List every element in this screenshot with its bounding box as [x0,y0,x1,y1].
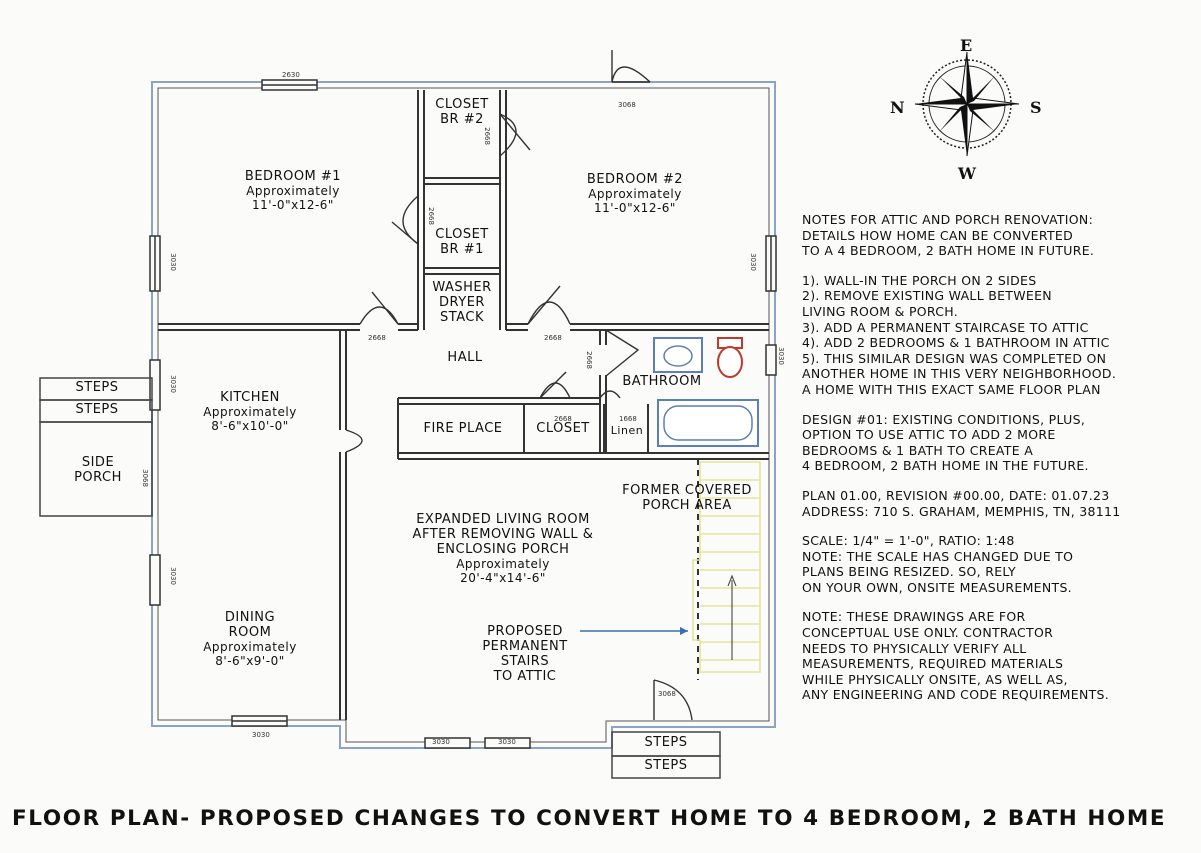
compass-north-label: N [890,98,905,117]
dim-bed1-door: 2668 [368,334,386,342]
notes-line: LIVING ROOM & PORCH. [802,303,959,319]
dim-bottom-window-b: 3030 [498,738,516,746]
steps-bottom-lower-label: STEPS [644,758,688,773]
notes-line: DESIGN #01: EXISTING CONDITIONS, PLUS, [802,411,1086,427]
exterior-steps [40,378,720,778]
notes-line: 4). ADD 2 BEDROOMS & 1 BATHROOM IN ATTIC [802,335,1110,351]
notes-line: PLAN 01.00, REVISION #00.00, DATE: 01.07.23 [802,487,1110,503]
steps-bottom-upper-label: STEPS [644,735,688,750]
notes-line: A HOME WITH THIS EXACT SAME FLOOR PLAN [802,381,1101,397]
notes-design [802,412,1182,474]
notes-disclaimer [802,609,1182,703]
notes-line: NOTES FOR ATTIC AND PORCH RENOVATION: [802,212,1094,227]
notes-intro [802,212,1182,259]
fireplace-label: FIRE PLACE [423,421,503,436]
notes-line: WHILE PHYSICALLY ONSITE, AS WELL AS, [802,671,1068,687]
compass-rose-icon [915,52,1019,156]
notes-line: NEEDS TO PHYSICALLY VERIFY ALL [802,640,1027,656]
notes-line: CONCEPTUAL USE ONLY. CONTRACTOR [802,625,1054,641]
hall-label: HALL [447,350,483,365]
dim-closet-br2-door: 2668 [482,127,491,145]
bathroom-fixtures [654,338,758,446]
notes-line: SCALE: 1/4" = 1'-0", RATIO: 1:48 [802,533,1015,549]
notes-line: 5). THIS SIMILAR DESIGN WAS COMPLETED ON [802,350,1107,366]
notes-plan [802,488,1182,519]
former-porch-label: FORMER COVERED PORCH AREA [622,483,752,513]
notes-list [802,273,1182,398]
dim-closet-br1-door: 2668 [426,207,435,225]
bathroom-label: BATHROOM [622,374,702,389]
kitchen-label: KITCHEN Approximately 8'-6"x10'-0" [203,390,297,433]
side-porch-label: SIDE PORCH [74,455,122,485]
dim-front-door: 3068 [618,101,636,109]
notes-line: NOTE: THE SCALE HAS CHANGED DUE TO [802,548,1074,564]
compass-west-label: W [958,164,976,183]
notes-line: ADDRESS: 710 S. GRAHAM, MEMPHIS, TN, 38111 [802,503,1121,519]
notes-line: ON YOUR OWN, ONSITE MEASUREMENTS. [802,579,1072,595]
proposed-stairs-label: PROPOSED PERMANENT STAIRS TO ATTIC [482,624,568,684]
steps-left-lower-label: STEPS [75,402,119,417]
dim-side-door: 3068 [140,469,149,487]
dining-room-label: DINING ROOM Approximately 8'-6"x9'-0" [203,610,297,668]
closet-br1-label: CLOSET BR #1 [435,227,489,257]
notes-line: DETAILS HOW HOME CAN BE CONVERTED [802,227,1074,243]
living-room-label: EXPANDED LIVING ROOM AFTER REMOVING WALL & ENCLOSING PORCH Approximately 20'-4"x14'-6" [412,512,594,585]
washer-dryer-label: WASHER DRYER STACK [432,280,492,325]
notes-line: ANOTHER HOME IN THIS VERY NEIGHBORHOOD. [802,366,1117,382]
dim-bed2-door: 2668 [544,334,562,342]
hall-closet-label: CLOSET [536,421,590,436]
closet-br2-label: CLOSET BR #2 [435,97,489,127]
dim-top-window: 2630 [282,71,300,79]
dim-rear-door: 3068 [658,690,676,698]
linen-label: Linen [610,424,644,437]
dim-closet-door: 2668 [554,415,572,423]
compass-east-label: E [960,36,973,55]
renovation-notes [802,212,1182,716]
dim-dining-window: 3030 [168,567,177,585]
notes-line: ANY ENGINEERING AND CODE REQUIREMENTS. [802,687,1110,703]
dim-bottom-window-left: 3030 [252,731,270,739]
dim-bottom-window-a: 3030 [432,738,450,746]
dim-bedroom1-window: 3030 [168,253,177,271]
dim-bath-window: 3030 [776,347,785,365]
page-title: FLOOR PLAN- PROPOSED CHANGES TO CONVERT HOME TO 4 BEDROOM, 2 BATH HOME [12,806,1167,831]
bedroom1-label: BEDROOM #1 Approximately 11'-0"x12-6" [244,169,342,212]
steps-left-upper-label: STEPS [75,380,119,395]
bedroom2-label: BEDROOM #2 Approximately 11'-0"x12-6" [586,172,684,215]
notes-line: 4 BEDROOM, 2 BATH HOME IN THE FUTURE. [802,458,1089,474]
dim-linen-door: 1668 [619,415,637,423]
notes-line: MEASUREMENTS, REQUIRED MATERIALS [802,656,1064,672]
notes-line: 2). REMOVE EXISTING WALL BETWEEN [802,288,1052,304]
dim-bath-door: 2668 [584,351,593,369]
notes-line: 3). ADD A PERMANENT STAIRCASE TO ATTIC [802,319,1089,335]
notes-line: PLANS BEING RESIZED. SO, RELY [802,564,1016,580]
notes-line: NOTE: THESE DRAWINGS ARE FOR [802,609,1026,625]
notes-line: OPTION TO USE ATTIC TO ADD 2 MORE [802,427,1056,443]
notes-line: TO A 4 BEDROOM, 2 BATH HOME IN FUTURE. [802,243,1095,259]
notes-line: 1). WALL-IN THE PORCH ON 2 SIDES [802,272,1037,288]
dim-kitchen-window: 3030 [168,375,177,393]
notes-scale [802,533,1182,595]
dim-bedroom2-window: 3030 [748,253,757,271]
notes-line: BEDROOMS & 1 BATH TO CREATE A [802,442,1034,458]
compass-south-label: S [1030,98,1042,117]
stairs-arrow [580,627,688,635]
